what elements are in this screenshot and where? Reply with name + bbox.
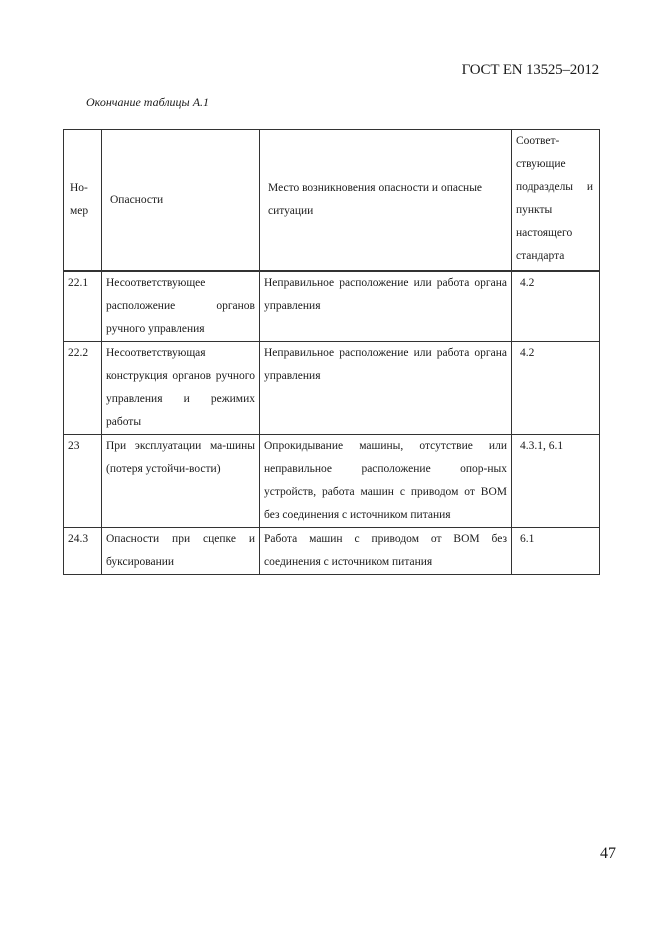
table-row bbox=[64, 271, 600, 342]
standard-designation: ГОСТ EN 13525–2012 bbox=[461, 62, 599, 78]
table-header-row bbox=[64, 130, 600, 272]
row-hazard: Опасности при сцепке и буксировании bbox=[102, 528, 260, 575]
row-number: 22.2 bbox=[64, 342, 102, 435]
row-section: 4.2 bbox=[512, 342, 600, 435]
row-number: 22.1 bbox=[64, 271, 102, 342]
row-situation: Неправильное расположение или работа органа управления bbox=[260, 271, 512, 342]
hazards-table bbox=[63, 129, 600, 575]
table-row bbox=[64, 342, 600, 435]
row-situation: Неправильное расположение или работа органа управления bbox=[260, 342, 512, 435]
row-section: 6.1 bbox=[512, 528, 600, 575]
row-situation: Работа машин с приводом от ВОМ без соединения с источником питания bbox=[260, 528, 512, 575]
row-section: 4.2 bbox=[512, 271, 600, 342]
table-row bbox=[64, 435, 600, 528]
row-situation: Опрокидывание машины, отсутствие или неправильное расположение опор-ных устройств, работа машин с приводом от ВОМ без соединения с источником питания bbox=[260, 435, 512, 528]
row-hazard: Несоответствующее расположение органов ручного управления bbox=[102, 271, 260, 342]
page-number: 47 bbox=[600, 845, 616, 862]
row-number: 23 bbox=[64, 435, 102, 528]
row-hazard: При эксплуатации ма-шины (потеря устойчи-вости) bbox=[102, 435, 260, 528]
row-section: 4.3.1, 6.1 bbox=[512, 435, 600, 528]
column-header-hazards: Опасности bbox=[102, 130, 260, 272]
row-number: 24.3 bbox=[64, 528, 102, 575]
column-header-number: Но-мер bbox=[64, 130, 102, 272]
table-caption: Окончание таблицы А.1 bbox=[86, 95, 210, 109]
column-header-situations: Место возникновения опасности и опасные ситуации bbox=[260, 130, 512, 272]
table-row bbox=[64, 528, 600, 575]
row-hazard: Несоответствующая конструкция органов ручного управления и режимих работы bbox=[102, 342, 260, 435]
column-header-sections: Соответ-ствующие подразделы и пункты настоящего стандарта bbox=[512, 130, 600, 272]
